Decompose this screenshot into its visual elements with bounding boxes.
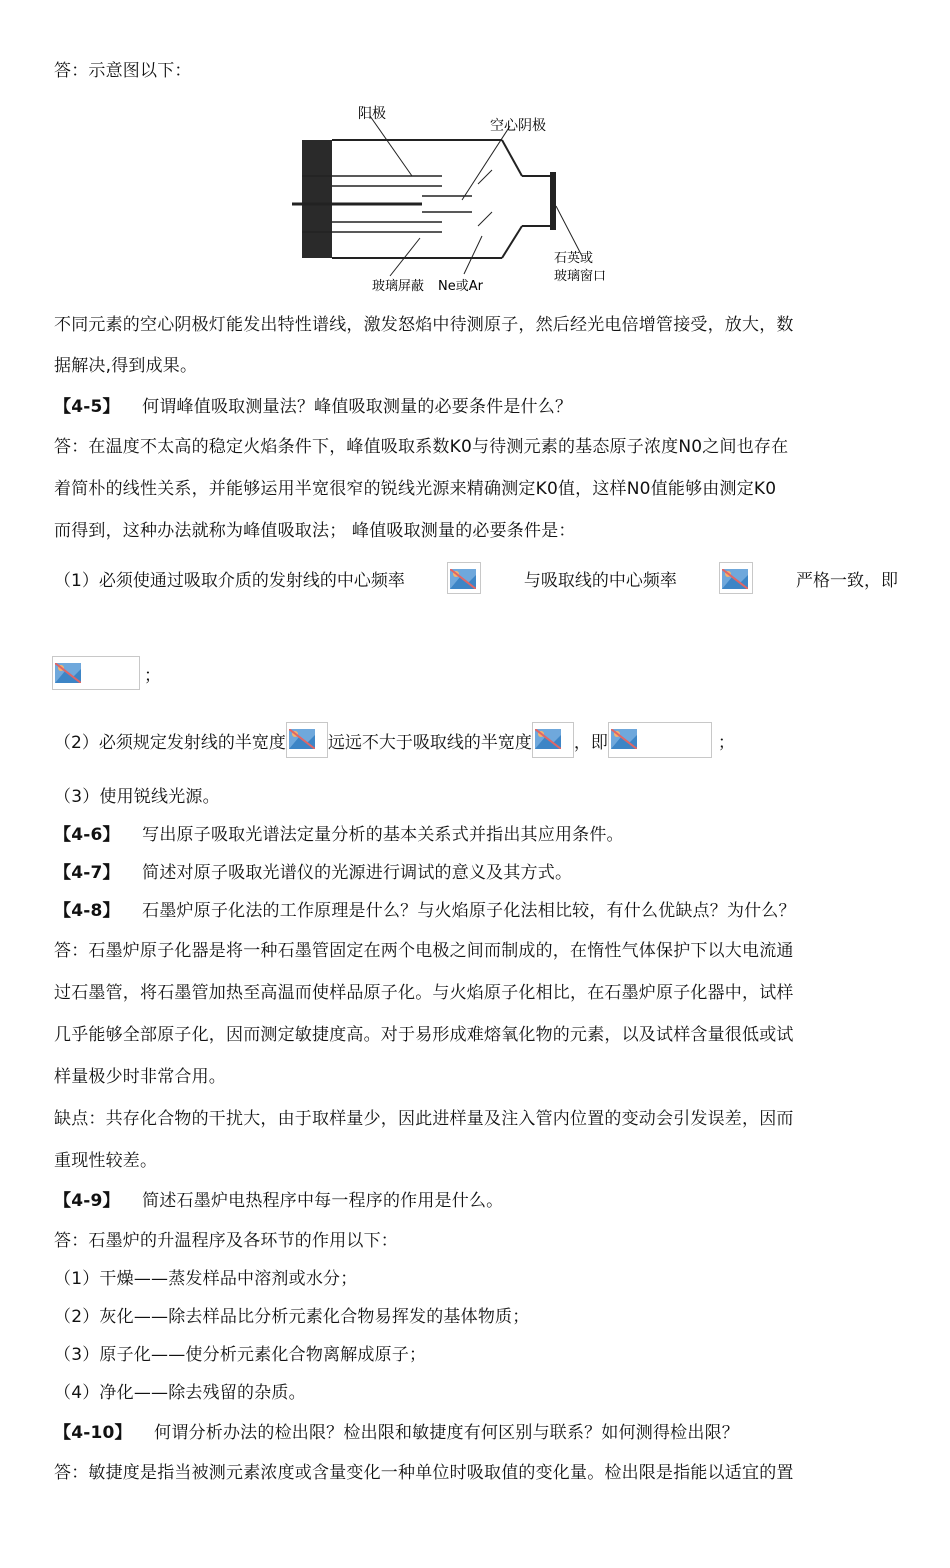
q49-step4: （4）净化——除去残留的杂质。 bbox=[54, 1383, 306, 1403]
q47-number: 【4-7】 bbox=[54, 863, 120, 883]
label-window-line2: 玻璃窗口 bbox=[554, 269, 607, 284]
q48-drawback-line1: 缺点：共存化合物的干扰大，由于取样量少，因此进样量及注入管内位置的变动会引发误差，因而 bbox=[54, 1109, 794, 1129]
q49-answer-intro: 答：石墨炉的升温程序及各环节的作用以下： bbox=[54, 1231, 398, 1251]
cond1-text-c: 严格一致，即 bbox=[795, 570, 898, 591]
cond2-text-d: ； bbox=[717, 732, 735, 753]
cond2-text-b: 远远不大于吸取线的半宽度 bbox=[327, 732, 532, 753]
q45-answer-line1: 答：在温度不太高的稳定火焰条件下，峰值吸取系数K0与待测元素的基态原子浓度N0之间也存在 bbox=[54, 437, 789, 457]
formula-image-placeholder bbox=[286, 722, 328, 758]
q49-question bbox=[54, 1190, 503, 1212]
formula-image-placeholder bbox=[608, 722, 712, 758]
formula-image-placeholder bbox=[447, 562, 481, 594]
q45-number: 【4-5】 bbox=[54, 397, 120, 417]
q48-text: 石墨炉原子化法的工作原理是什么？与火焰原子化法相比较，有什么优缺点？为什么？ bbox=[142, 901, 796, 921]
q45-question bbox=[54, 396, 572, 418]
q45-condition1-formula bbox=[52, 656, 161, 690]
q45-condition2 bbox=[54, 722, 735, 758]
q47-text: 简述对原子吸取光谱仪的光源进行调试的意义及其方式。 bbox=[142, 863, 573, 883]
q48-question bbox=[54, 900, 796, 922]
cond2-text-a: （2）必须规定发射线的半宽度 bbox=[54, 732, 286, 753]
label-glass-shield: 玻璃屏蔽 bbox=[372, 279, 425, 294]
q410-text: 何谓分析办法的检出限？检出限和敏捷度有何区别与联系？如何测得检出限？ bbox=[154, 1423, 739, 1443]
formula-image-placeholder bbox=[52, 656, 140, 690]
q46-question bbox=[54, 824, 624, 846]
formula-image-placeholder bbox=[532, 722, 574, 758]
q49-number: 【4-9】 bbox=[54, 1191, 120, 1211]
cond1-text-d: ； bbox=[144, 665, 161, 686]
q46-text: 写出原子吸取光谱法定量分析的基本关系式并指出其应用条件。 bbox=[142, 825, 624, 845]
broken-image-icon bbox=[450, 569, 476, 589]
broken-image-icon bbox=[289, 729, 315, 749]
cond2-text-c: ，即 bbox=[573, 732, 608, 753]
q48-answer-line1: 答：石墨炉原子化器是将一种石墨管固定在两个电极之间而制成的，在惰性气体保护下以大电流通 bbox=[54, 941, 794, 961]
broken-image-icon bbox=[55, 663, 81, 683]
q49-step3: （3）原子化——使分析元素化合物离解成原子； bbox=[54, 1345, 427, 1365]
q45-answer-line2: 着简朴的线性关系，并能够运用半宽很窄的锐线光源来精确测定K0值，这样N0值能够由测定K0 bbox=[54, 479, 777, 499]
intro-line: 答：示意图以下： bbox=[54, 61, 192, 81]
label-anode: 阳极 bbox=[358, 106, 386, 122]
q48-number: 【4-8】 bbox=[54, 901, 120, 921]
q48-answer-line2: 过石墨管，将石墨管加热至高温而使样品原子化。与火焰原子化相比，在石墨炉原子化器中，试样 bbox=[54, 983, 794, 1003]
q45-condition3: （3）使用锐线光源。 bbox=[54, 787, 220, 807]
q410-number: 【4-10】 bbox=[54, 1423, 132, 1443]
q49-step2: （2）灰化——除去样品比分析元素化合物易挥发的基体物质； bbox=[54, 1307, 530, 1327]
q48-answer-line3: 几乎能够全部原子化，因而测定敏捷度高。对于易形成难熔氧化物的元素，以及试样含量很低或试 bbox=[54, 1025, 794, 1045]
label-fill-gas: Ne或Ar bbox=[438, 279, 483, 294]
lamp-diagram-svg bbox=[292, 96, 632, 296]
p1-line2: 据解决,得到成果。 bbox=[54, 356, 198, 376]
label-hollow-cathode: 空心阴极 bbox=[490, 118, 546, 134]
broken-image-icon bbox=[722, 569, 748, 589]
q45-text: 何谓峰值吸取测量法？峰值吸取测量的必要条件是什么？ bbox=[142, 397, 573, 417]
cond1-text-b: 与吸取线的中心频率 bbox=[523, 570, 677, 591]
q410-answer-line1: 答：敏捷度是指当被测元素浓度或含量变化一种单位时吸取值的变化量。检出限是指能以适宜的置 bbox=[54, 1463, 794, 1483]
q49-step1: （1）干燥——蒸发样品中溶剂或水分； bbox=[54, 1269, 358, 1289]
q45-condition1 bbox=[54, 562, 898, 594]
q45-answer-line3: 而得到，这种办法就称为峰值吸取法； 峰值吸取测量的必要条件是： bbox=[54, 521, 576, 541]
p1-line1 bbox=[54, 314, 898, 336]
q47-question bbox=[54, 862, 572, 884]
label-window-line1: 石英或 bbox=[554, 251, 594, 266]
q410-question bbox=[54, 1422, 739, 1444]
q48-drawback-line2: 重现性较差。 bbox=[54, 1151, 158, 1171]
q46-number: 【4-6】 bbox=[54, 825, 120, 845]
cond1-text-a: （1）必须使通过吸取介质的发射线的中心频率 bbox=[54, 570, 405, 591]
broken-image-icon bbox=[611, 729, 637, 749]
q48-answer-line4: 样量极少时非常合用。 bbox=[54, 1067, 226, 1087]
q49-text: 简述石墨炉电热程序中每一程序的作用是什么。 bbox=[142, 1191, 504, 1211]
formula-image-placeholder bbox=[719, 562, 753, 594]
p1-line1-text: 不同元素的空心阴极灯能发出特性谱线，激发怒焰中待测原子，然后经光电倍增管接受，放大，数 bbox=[54, 315, 794, 335]
broken-image-icon bbox=[535, 729, 561, 749]
hollow-cathode-lamp-diagram bbox=[292, 96, 632, 296]
